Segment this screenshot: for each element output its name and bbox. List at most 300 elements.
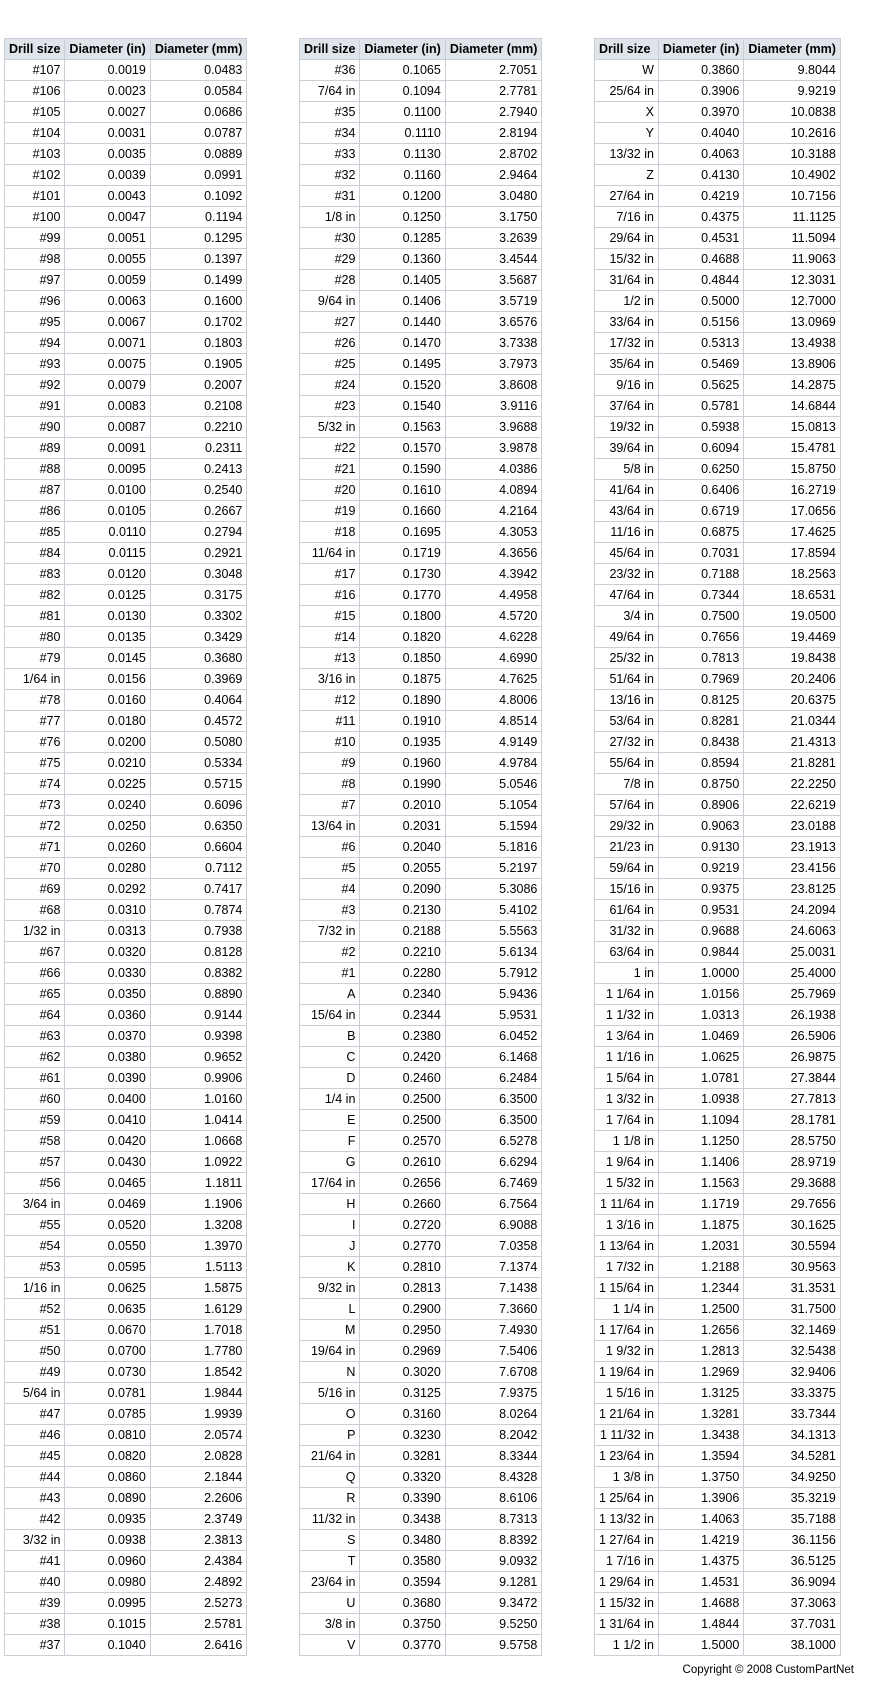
diameter-in-cell: 0.4219: [658, 186, 743, 207]
header-diameter-mm: Diameter (mm): [445, 39, 542, 60]
diameter-mm-cell: 23.4156: [744, 858, 841, 879]
drill-size-cell: #65: [5, 984, 65, 1005]
diameter-in-cell: 0.0115: [65, 543, 150, 564]
diameter-in-cell: 0.0635: [65, 1299, 150, 1320]
drill-size-cell: #9: [300, 753, 360, 774]
diameter-in-cell: 0.3390: [360, 1488, 445, 1509]
diameter-mm-cell: 1.5875: [150, 1278, 247, 1299]
table-row: [5, 1215, 247, 1236]
diameter-in-cell: 1.1719: [658, 1194, 743, 1215]
drill-size-cell: 13/64 in: [300, 816, 360, 837]
table-row: [300, 1362, 542, 1383]
table-row: [595, 522, 841, 543]
diameter-in-cell: 0.0200: [65, 732, 150, 753]
drill-size-cell: #74: [5, 774, 65, 795]
drill-size-cell: #33: [300, 144, 360, 165]
table-row: [300, 291, 542, 312]
diameter-in-cell: 0.2130: [360, 900, 445, 921]
table-row: [595, 1005, 841, 1026]
drill-size-cell: #95: [5, 312, 65, 333]
drill-size-cell: 19/32 in: [595, 417, 659, 438]
diameter-in-cell: 0.1520: [360, 375, 445, 396]
drill-size-cell: #61: [5, 1068, 65, 1089]
table-row: [5, 1614, 247, 1635]
diameter-mm-cell: 0.4572: [150, 711, 247, 732]
drill-size-cell: #47: [5, 1404, 65, 1425]
diameter-mm-cell: 5.3086: [445, 879, 542, 900]
diameter-mm-cell: 2.2606: [150, 1488, 247, 1509]
table-row: [595, 1362, 841, 1383]
diameter-mm-cell: 11.5094: [744, 228, 841, 249]
drill-size-cell: E: [300, 1110, 360, 1131]
diameter-mm-cell: 18.6531: [744, 585, 841, 606]
table-row: [300, 753, 542, 774]
diameter-in-cell: 1.3125: [658, 1383, 743, 1404]
diameter-mm-cell: 32.5438: [744, 1341, 841, 1362]
diameter-in-cell: 0.1100: [360, 102, 445, 123]
table-row: [5, 648, 247, 669]
diameter-in-cell: 0.1540: [360, 396, 445, 417]
drill-size-cell: 5/64 in: [5, 1383, 65, 1404]
drill-size-cell: 1 1/2 in: [595, 1635, 659, 1656]
diameter-in-cell: 0.1730: [360, 564, 445, 585]
table-row: [300, 165, 542, 186]
table-row: [595, 1488, 841, 1509]
header-diameter-in: Diameter (in): [360, 39, 445, 60]
table-row: [300, 606, 542, 627]
diameter-in-cell: 0.0938: [65, 1530, 150, 1551]
table-row: [5, 858, 247, 879]
table-row: [300, 900, 542, 921]
diameter-mm-cell: 1.9844: [150, 1383, 247, 1404]
diameter-in-cell: 0.0075: [65, 354, 150, 375]
diameter-in-cell: 0.0469: [65, 1194, 150, 1215]
table-row: [5, 1026, 247, 1047]
drill-size-cell: 1 7/32 in: [595, 1257, 659, 1278]
diameter-in-cell: 0.2969: [360, 1341, 445, 1362]
table-row: [300, 102, 542, 123]
table-row: [595, 1173, 841, 1194]
diameter-mm-cell: 0.5080: [150, 732, 247, 753]
diameter-in-cell: 0.1285: [360, 228, 445, 249]
drill-size-cell: #90: [5, 417, 65, 438]
diameter-mm-cell: 6.3500: [445, 1110, 542, 1131]
table-row: [5, 795, 247, 816]
table-row: [5, 1236, 247, 1257]
drill-size-cell: #93: [5, 354, 65, 375]
diameter-mm-cell: 36.9094: [744, 1572, 841, 1593]
diameter-in-cell: 0.0100: [65, 480, 150, 501]
table-row: [595, 690, 841, 711]
diameter-in-cell: 0.3125: [360, 1383, 445, 1404]
drill-size-cell: #36: [300, 60, 360, 81]
table-row: [595, 354, 841, 375]
diameter-mm-cell: 28.5750: [744, 1131, 841, 1152]
drill-size-cell: #96: [5, 291, 65, 312]
table-row: [300, 816, 542, 837]
drill-size-cell: 3/8 in: [300, 1614, 360, 1635]
drill-size-cell: K: [300, 1257, 360, 1278]
table-row: [5, 564, 247, 585]
drill-size-cell: 1 7/64 in: [595, 1110, 659, 1131]
diameter-in-cell: 0.0027: [65, 102, 150, 123]
table-row: [5, 690, 247, 711]
drill-size-cell: 7/16 in: [595, 207, 659, 228]
diameter-in-cell: 0.0043: [65, 186, 150, 207]
diameter-mm-cell: 0.3048: [150, 564, 247, 585]
table-row: [595, 1593, 841, 1614]
diameter-in-cell: 0.8906: [658, 795, 743, 816]
drill-size-cell: 1 13/32 in: [595, 1509, 659, 1530]
table-row: [300, 186, 542, 207]
diameter-mm-cell: 34.1313: [744, 1425, 841, 1446]
header-diameter-mm: Diameter (mm): [744, 39, 841, 60]
drill-size-cell: #70: [5, 858, 65, 879]
table-row: [595, 270, 841, 291]
table-row: [300, 1320, 542, 1341]
drill-size-cell: 63/64 in: [595, 942, 659, 963]
diameter-mm-cell: 32.1469: [744, 1320, 841, 1341]
drill-size-cell: 1 9/32 in: [595, 1341, 659, 1362]
diameter-in-cell: 0.4375: [658, 207, 743, 228]
diameter-in-cell: 0.1160: [360, 165, 445, 186]
table-row: [595, 1152, 841, 1173]
diameter-in-cell: 0.0055: [65, 249, 150, 270]
table-row: [300, 837, 542, 858]
diameter-in-cell: 1.3281: [658, 1404, 743, 1425]
table-row: [300, 1404, 542, 1425]
table-row: [595, 1110, 841, 1131]
table-row: [595, 1320, 841, 1341]
diameter-in-cell: 0.2055: [360, 858, 445, 879]
diameter-in-cell: 0.0091: [65, 438, 150, 459]
diameter-mm-cell: 36.1156: [744, 1530, 841, 1551]
table-row: [595, 858, 841, 879]
diameter-in-cell: 0.0156: [65, 669, 150, 690]
drill-size-cell: P: [300, 1425, 360, 1446]
drill-size-cell: Z: [595, 165, 659, 186]
diameter-mm-cell: 4.9149: [445, 732, 542, 753]
drill-size-cell: Q: [300, 1467, 360, 1488]
table-row: [5, 501, 247, 522]
diameter-in-cell: 0.0370: [65, 1026, 150, 1047]
drill-size-cell: 1 27/64 in: [595, 1530, 659, 1551]
diameter-mm-cell: 0.3680: [150, 648, 247, 669]
diameter-in-cell: 1.0625: [658, 1047, 743, 1068]
diameter-mm-cell: 0.5334: [150, 753, 247, 774]
diameter-mm-cell: 32.9406: [744, 1362, 841, 1383]
diameter-in-cell: 0.9531: [658, 900, 743, 921]
table-row: [5, 585, 247, 606]
diameter-in-cell: 1.0156: [658, 984, 743, 1005]
diameter-mm-cell: 0.3969: [150, 669, 247, 690]
drill-size-cell: 13/16 in: [595, 690, 659, 711]
diameter-mm-cell: 3.8608: [445, 375, 542, 396]
table-row: [5, 165, 247, 186]
diameter-in-cell: 0.8750: [658, 774, 743, 795]
drill-size-cell: #4: [300, 879, 360, 900]
table-row: [595, 816, 841, 837]
diameter-in-cell: 0.0145: [65, 648, 150, 669]
table-row: [300, 1110, 542, 1131]
drill-size-cell: 1 3/16 in: [595, 1215, 659, 1236]
table-row: [5, 1551, 247, 1572]
table-row: [300, 1446, 542, 1467]
diameter-in-cell: 1.2500: [658, 1299, 743, 1320]
drill-size-cell: #101: [5, 186, 65, 207]
diameter-in-cell: 0.2570: [360, 1131, 445, 1152]
table-row: [595, 1551, 841, 1572]
table-row: [300, 942, 542, 963]
diameter-mm-cell: 2.7051: [445, 60, 542, 81]
table-row: [300, 1257, 542, 1278]
drill-size-cell: #29: [300, 249, 360, 270]
diameter-in-cell: 1.4531: [658, 1572, 743, 1593]
drill-size-cell: 1 15/64 in: [595, 1278, 659, 1299]
drill-size-cell: #58: [5, 1131, 65, 1152]
diameter-in-cell: 0.9130: [658, 837, 743, 858]
table-row: [595, 81, 841, 102]
table-row: [5, 753, 247, 774]
diameter-in-cell: 0.1850: [360, 648, 445, 669]
diameter-in-cell: 1.0313: [658, 1005, 743, 1026]
table-row: [595, 1131, 841, 1152]
table-row: [300, 354, 542, 375]
diameter-mm-cell: 0.2540: [150, 480, 247, 501]
diameter-in-cell: 0.9688: [658, 921, 743, 942]
diameter-in-cell: 0.0310: [65, 900, 150, 921]
diameter-mm-cell: 21.8281: [744, 753, 841, 774]
diameter-in-cell: 0.3281: [360, 1446, 445, 1467]
diameter-mm-cell: 2.0574: [150, 1425, 247, 1446]
diameter-mm-cell: 20.6375: [744, 690, 841, 711]
diameter-in-cell: 0.2031: [360, 816, 445, 837]
diameter-mm-cell: 4.4958: [445, 585, 542, 606]
drill-size-cell: 1 3/32 in: [595, 1089, 659, 1110]
drill-size-cell: #53: [5, 1257, 65, 1278]
table-row: [300, 270, 542, 291]
diameter-in-cell: 0.4688: [658, 249, 743, 270]
diameter-mm-cell: 0.1803: [150, 333, 247, 354]
diameter-mm-cell: 0.1092: [150, 186, 247, 207]
diameter-mm-cell: 0.4064: [150, 690, 247, 711]
diameter-in-cell: 0.0210: [65, 753, 150, 774]
table-row: [595, 186, 841, 207]
diameter-mm-cell: 1.3208: [150, 1215, 247, 1236]
drill-size-cell: #85: [5, 522, 65, 543]
drill-size-cell: #41: [5, 1551, 65, 1572]
drill-size-cell: #89: [5, 438, 65, 459]
table-row: [5, 207, 247, 228]
diameter-mm-cell: 27.3844: [744, 1068, 841, 1089]
diameter-mm-cell: 3.0480: [445, 186, 542, 207]
diameter-in-cell: 1.3438: [658, 1425, 743, 1446]
table-row: [595, 1194, 841, 1215]
drill-size-cell: 11/32 in: [300, 1509, 360, 1530]
diameter-in-cell: 0.0280: [65, 858, 150, 879]
table-row: [5, 270, 247, 291]
table-row: [595, 438, 841, 459]
table-row: [300, 1131, 542, 1152]
table-row: [595, 417, 841, 438]
table-row: [5, 522, 247, 543]
table-row: [595, 942, 841, 963]
table-row: [300, 858, 542, 879]
table-row: [595, 1236, 841, 1257]
diameter-mm-cell: 5.7912: [445, 963, 542, 984]
drill-size-cell: 1/2 in: [595, 291, 659, 312]
diameter-in-cell: 0.2040: [360, 837, 445, 858]
diameter-mm-cell: 25.0031: [744, 942, 841, 963]
table-row: [300, 1614, 542, 1635]
diameter-mm-cell: 25.4000: [744, 963, 841, 984]
diameter-in-cell: 0.4531: [658, 228, 743, 249]
diameter-in-cell: 0.2810: [360, 1257, 445, 1278]
diameter-in-cell: 1.2188: [658, 1257, 743, 1278]
diameter-mm-cell: 0.1499: [150, 270, 247, 291]
diameter-in-cell: 0.0292: [65, 879, 150, 900]
diameter-mm-cell: 0.2210: [150, 417, 247, 438]
diameter-mm-cell: 6.9088: [445, 1215, 542, 1236]
table-row: [300, 1341, 542, 1362]
drill-size-cell: A: [300, 984, 360, 1005]
diameter-in-cell: 0.1570: [360, 438, 445, 459]
diameter-in-cell: 0.1110: [360, 123, 445, 144]
diameter-in-cell: 0.0095: [65, 459, 150, 480]
table-row: [595, 1341, 841, 1362]
table-row: [300, 879, 542, 900]
diameter-in-cell: 1.3594: [658, 1446, 743, 1467]
drill-size-cell: #76: [5, 732, 65, 753]
diameter-in-cell: 1.2813: [658, 1341, 743, 1362]
drill-size-cell: 5/8 in: [595, 459, 659, 480]
diameter-mm-cell: 9.1281: [445, 1572, 542, 1593]
diameter-in-cell: 0.2420: [360, 1047, 445, 1068]
table-row: [595, 375, 841, 396]
table-row: [300, 648, 542, 669]
diameter-in-cell: 0.0550: [65, 1236, 150, 1257]
drill-size-cell: I: [300, 1215, 360, 1236]
diameter-mm-cell: 2.3749: [150, 1509, 247, 1530]
diameter-mm-cell: 6.5278: [445, 1131, 542, 1152]
drill-size-cell: #60: [5, 1089, 65, 1110]
table-header-row: [595, 39, 841, 60]
diameter-in-cell: 0.7344: [658, 585, 743, 606]
diameter-mm-cell: 11.9063: [744, 249, 841, 270]
diameter-mm-cell: 1.7018: [150, 1320, 247, 1341]
drill-size-cell: #54: [5, 1236, 65, 1257]
drill-table-1: [4, 38, 247, 1656]
drill-size-cell: #27: [300, 312, 360, 333]
diameter-mm-cell: 19.4469: [744, 627, 841, 648]
diameter-in-cell: 0.7656: [658, 627, 743, 648]
table-row: [595, 711, 841, 732]
diameter-in-cell: 0.0180: [65, 711, 150, 732]
table-row: [595, 228, 841, 249]
diameter-in-cell: 0.9063: [658, 816, 743, 837]
drill-size-cell: #92: [5, 375, 65, 396]
table-row: [595, 585, 841, 606]
drill-table-3: [594, 38, 841, 1656]
table-row: [595, 1383, 841, 1404]
diameter-in-cell: 0.4130: [658, 165, 743, 186]
diameter-mm-cell: 35.3219: [744, 1488, 841, 1509]
drill-size-cell: #104: [5, 123, 65, 144]
drill-size-cell: 1/64 in: [5, 669, 65, 690]
drill-size-cell: #6: [300, 837, 360, 858]
table-row: [595, 606, 841, 627]
diameter-mm-cell: 3.7338: [445, 333, 542, 354]
drill-size-cell: #1: [300, 963, 360, 984]
diameter-in-cell: 1.2656: [658, 1320, 743, 1341]
diameter-in-cell: 1.1563: [658, 1173, 743, 1194]
table-row: [5, 459, 247, 480]
table-row: [595, 963, 841, 984]
diameter-in-cell: 1.2344: [658, 1278, 743, 1299]
diameter-in-cell: 0.2090: [360, 879, 445, 900]
diameter-mm-cell: 11.1125: [744, 207, 841, 228]
drill-size-cell: G: [300, 1152, 360, 1173]
diameter-mm-cell: 2.8702: [445, 144, 542, 165]
drill-size-cell: 59/64 in: [595, 858, 659, 879]
diameter-in-cell: 0.5313: [658, 333, 743, 354]
diameter-in-cell: 0.2210: [360, 942, 445, 963]
table-row: [300, 1467, 542, 1488]
diameter-in-cell: 0.1770: [360, 585, 445, 606]
diameter-mm-cell: 9.9219: [744, 81, 841, 102]
diameter-in-cell: 0.8125: [658, 690, 743, 711]
diameter-in-cell: 0.0135: [65, 627, 150, 648]
table-row: [5, 774, 247, 795]
drill-size-cell: 9/16 in: [595, 375, 659, 396]
copyright-notice: Copyright © 2008 CustomPartNet: [682, 1664, 854, 1676]
diameter-mm-cell: 8.3344: [445, 1446, 542, 1467]
drill-size-cell: 7/64 in: [300, 81, 360, 102]
diameter-mm-cell: 3.4544: [445, 249, 542, 270]
diameter-mm-cell: 1.3970: [150, 1236, 247, 1257]
diameter-mm-cell: 0.7112: [150, 858, 247, 879]
diameter-mm-cell: 5.5563: [445, 921, 542, 942]
diameter-in-cell: 0.2720: [360, 1215, 445, 1236]
diameter-mm-cell: 1.7780: [150, 1341, 247, 1362]
drill-size-cell: 1 1/64 in: [595, 984, 659, 1005]
diameter-mm-cell: 18.2563: [744, 564, 841, 585]
table-header-row: [300, 39, 542, 60]
diameter-mm-cell: 2.3813: [150, 1530, 247, 1551]
drill-size-cell: 1/8 in: [300, 207, 360, 228]
diameter-mm-cell: 29.3688: [744, 1173, 841, 1194]
drill-size-cell: #68: [5, 900, 65, 921]
diameter-mm-cell: 25.7969: [744, 984, 841, 1005]
diameter-in-cell: 0.0520: [65, 1215, 150, 1236]
diameter-mm-cell: 5.2197: [445, 858, 542, 879]
drill-size-cell: 47/64 in: [595, 585, 659, 606]
diameter-in-cell: 0.6250: [658, 459, 743, 480]
drill-size-cell: 31/64 in: [595, 270, 659, 291]
drill-size-cell: 1 25/64 in: [595, 1488, 659, 1509]
diameter-in-cell: 1.1406: [658, 1152, 743, 1173]
table-row: [300, 1572, 542, 1593]
table-row: [300, 522, 542, 543]
drill-size-cell: #57: [5, 1152, 65, 1173]
drill-size-cell: #94: [5, 333, 65, 354]
diameter-mm-cell: 0.1397: [150, 249, 247, 270]
diameter-mm-cell: 0.0991: [150, 165, 247, 186]
diameter-in-cell: 0.1719: [360, 543, 445, 564]
diameter-mm-cell: 3.7973: [445, 354, 542, 375]
diameter-mm-cell: 13.4938: [744, 333, 841, 354]
diameter-in-cell: 0.0079: [65, 375, 150, 396]
